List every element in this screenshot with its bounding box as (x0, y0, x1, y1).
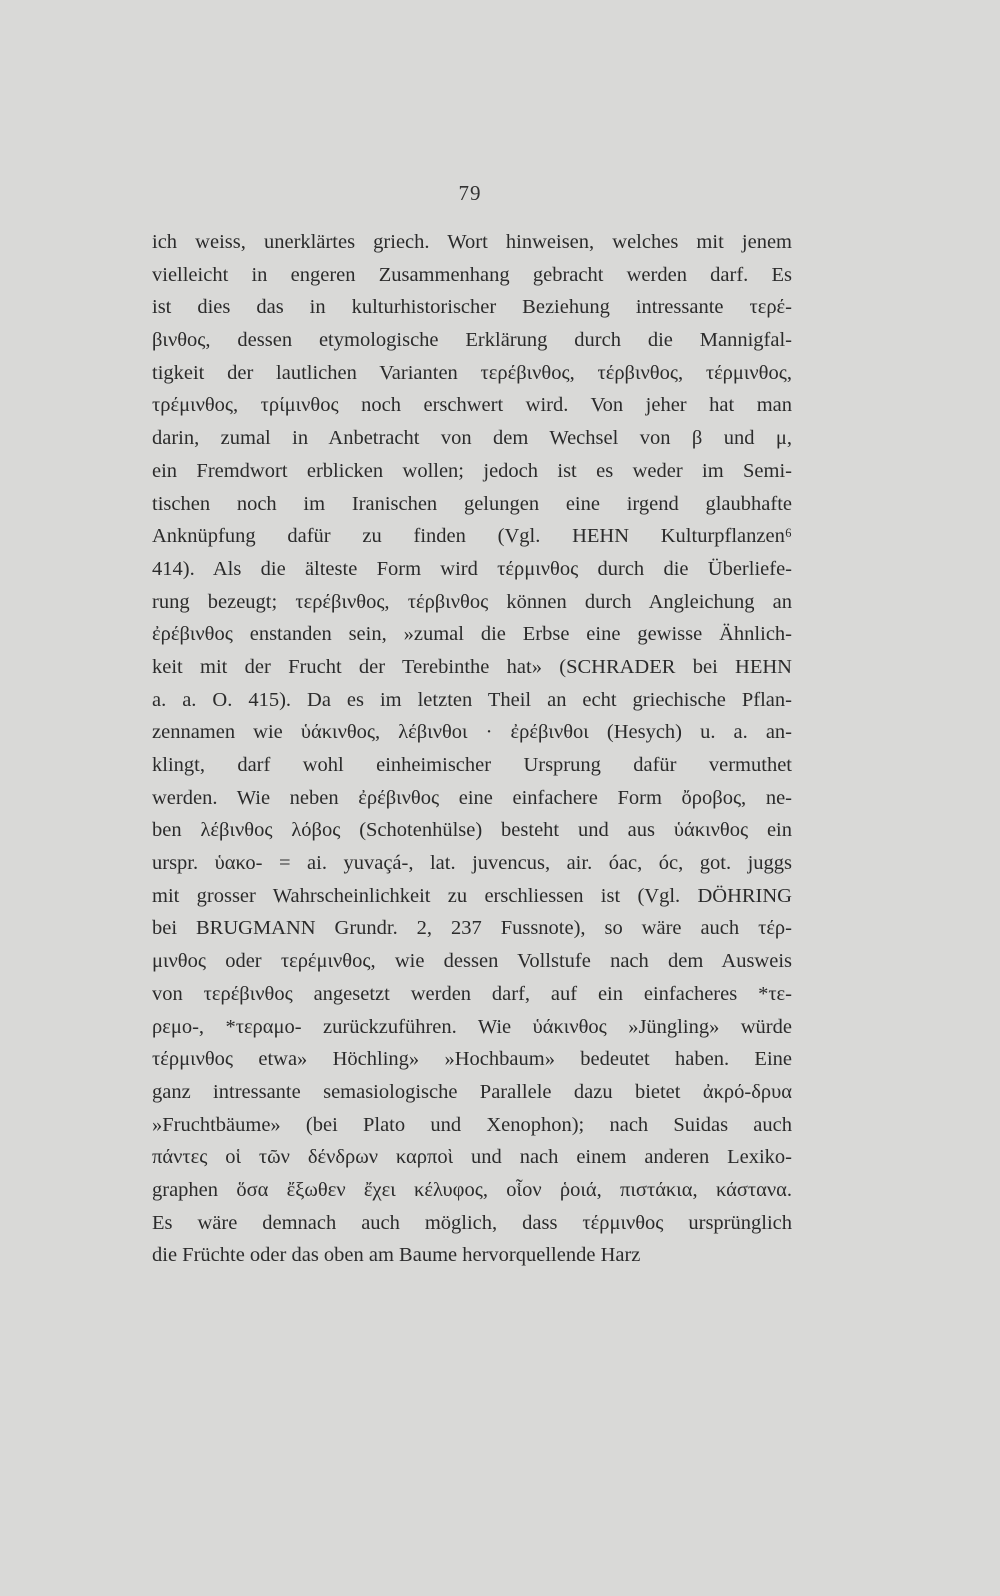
text-line: darin, zumal in Anbetracht von dem Wechsel von β und μ, (152, 427, 792, 450)
text-line: »Fruchtbäume» (bei Plato und Xenophon); nach Suidas auch (152, 1113, 792, 1136)
text-line: ἐρέβινθος enstanden sein, »zumal die Erbse eine gewisse Ähnlich- (152, 623, 792, 646)
page-number: 79 (458, 181, 482, 205)
text-line: klingt, darf wohl einheimischer Ursprung dafür vermuthet (152, 754, 792, 776)
text-line: mit grosser Wahrscheinlichkeit zu erschliessen ist (Vgl. DÖHRING (152, 884, 792, 907)
text-line: werden. Wie neben ἐρέβινθος eine einfachere Form ὄροβος, ne- (152, 786, 792, 809)
text-line: ρεμο-, *τεραμο- zurückzuführen. Wie ὑάκινθος »Jüngling» würde (152, 1015, 792, 1038)
text-line: πάντες οἱ τῶν δένδρων καρποὶ und nach einem anderen Lexiko- (152, 1146, 792, 1169)
text-line: tigkeit der lautlichen Varianten τερέβινθος, τέρβινθος, τέρμινθος, (152, 361, 792, 384)
text-line: bei BRUGMANN Grundr. 2, 237 Fussnote), so wäre auch τέρ- (152, 917, 792, 940)
text-line: ich weiss, unerklärtes griech. Wort hinweisen, welches mit jenem (152, 231, 792, 253)
text-line: 414). Als die älteste Form wird τέρμινθος durch die Überliefe- (152, 557, 792, 580)
text-line: βινθος, dessen etymologische Erklärung durch die Mannigfal- (152, 329, 792, 352)
text-line: a. a. O. 415). Da es im letzten Theil an echt griechische Pflan- (152, 688, 792, 711)
text-line: vielleicht in engeren Zusammenhang gebracht werden darf. Es (152, 263, 792, 286)
text-line: die Früchte oder das oben am Baume hervorquellende Harz (152, 1244, 641, 1267)
text-line: rung bezeugt; τερέβινθος, τέρβινθος können durch Angleichung an (152, 590, 792, 613)
text-line: ist dies das in kulturhistorischer Beziehung intressante τερέ- (152, 296, 792, 319)
text-line: graphen ὅσα ἔξωθεν ἔχει κέλυφος, οἷον ῥοιά, πιστάκια, κάστανα. (152, 1178, 792, 1201)
text-line: urspr. ὑακο- = ai. yuvaçá-, lat. juvencus, air. óac, óc, got. juggs (152, 852, 792, 875)
text-line: ben λέβινθος λόβος (Schotenhülse) besteht und aus ὑάκινθος ein (152, 819, 792, 842)
text-line: μινθος oder τερέμινθος, wie dessen Vollstufe nach dem Ausweis (152, 950, 792, 973)
text-line: τέρμινθος etwa» Höchling» »Hochbaum» bedeutet haben. Eine (152, 1048, 792, 1071)
text-line: tischen noch im Iranischen gelungen eine irgend glaubhafte (152, 492, 792, 515)
text-line: Es wäre demnach auch möglich, dass τέρμινθος ursprünglich (152, 1211, 792, 1234)
text-line: von τερέβινθος angesetzt werden darf, auf ein einfacheres *τε- (152, 982, 792, 1005)
body-text (152, 226, 792, 1272)
text-line: Anknüpfung dafür zu finden (Vgl. HEHN Kulturpflanzen⁶ (152, 525, 792, 548)
text-line: τρέμινθος, τρίμινθος noch erschwert wird. Von jeher hat man (152, 394, 792, 417)
text-line: ganz intressante semasiologische Parallele dazu bietet ἀκρό-δρυα (152, 1080, 792, 1103)
text-line: ein Fremdwort erblicken wollen; jedoch ist es weder im Semi- (152, 459, 792, 482)
text-line: keit mit der Frucht der Terebinthe hat» (SCHRADER bei HEHN (152, 655, 792, 678)
text-line: zennamen wie ὑάκινθος, λέβινθοι · ἐρέβινθοι (Hesych) u. a. an- (152, 721, 792, 744)
